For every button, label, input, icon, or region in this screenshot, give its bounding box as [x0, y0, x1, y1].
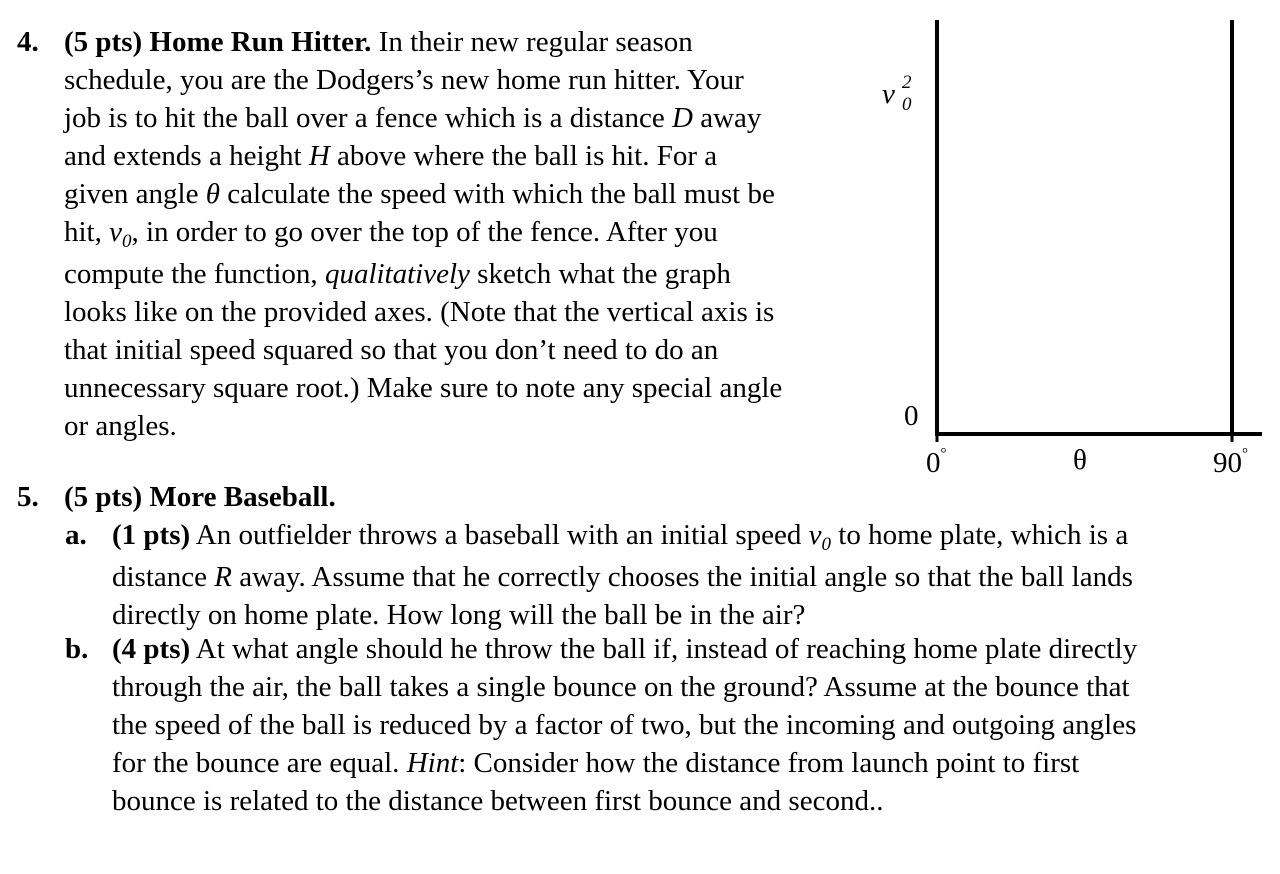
problem-4: [17, 23, 877, 445]
var-R: R: [214, 561, 232, 593]
var-theta: θ: [205, 178, 220, 210]
var-D: D: [672, 102, 693, 134]
var-H: H: [308, 140, 330, 172]
axes-svg: [870, 14, 1270, 484]
problem-5b-points: (4 pts): [112, 633, 191, 665]
y-label-sup: 2: [902, 72, 912, 93]
problem-4-line-8: looks like on the provided axes. (Note that the vertical axis is: [64, 296, 775, 328]
degree-symbol: °: [1242, 446, 1248, 462]
problem-5b-line-5: bounce is related to the distance between first bounce and second..: [112, 785, 884, 817]
problem-4-line-1: (5 pts) Home Run Hitter. In their new regular season: [64, 26, 693, 58]
degree-symbol: °: [940, 446, 947, 462]
y-axis-zero: 0: [904, 400, 919, 432]
problem-5b-body: [112, 630, 1137, 820]
problem-5a-line-3: directly on home plate. How long will the ball be in the air?: [112, 599, 806, 631]
problem-4-line-6: hit, $v_0$, in order to go over the top of the fence. After you: [64, 216, 718, 252]
hint-word: Hint: [406, 747, 459, 779]
problem-4-title: Home Run Hitter.: [149, 26, 372, 58]
problem-4-points: (5 pts): [64, 26, 143, 58]
var-v0: v: [808, 519, 822, 551]
problem-4-line-10: unnecessary square root.) Make sure to note any special angle: [64, 372, 783, 404]
problem-5a-points: (1 pts): [112, 519, 191, 551]
problem-5a-body: [112, 516, 1133, 634]
problem-5b-letter: b.: [65, 633, 89, 665]
problem-4-number: 4.: [17, 26, 39, 58]
y-label-v: v: [882, 78, 895, 110]
problem-5-title: More Baseball.: [149, 481, 336, 513]
problem-5-number: 5.: [17, 481, 39, 513]
problem-4-body: [64, 23, 877, 445]
var-v0-subscript: 0: [122, 231, 132, 252]
var-v0-subscript: 0: [821, 534, 832, 555]
x-axis-end-label: 90°: [1213, 446, 1248, 479]
problem-5a-letter: a.: [65, 519, 87, 551]
problem-5b-line-3: the speed of the ball is reduced by a factor of two, but the incoming and outgoing angles: [112, 709, 1137, 741]
problem-4-line-11: or angles.: [64, 410, 177, 442]
problem-4-line-7: compute the function, qualitatively sketch what the graph: [64, 258, 731, 290]
problem-4-line-2: schedule, you are the Dodgers’s new home run hitter. Your: [64, 64, 744, 96]
x-axis-theta-label: θ: [1073, 444, 1087, 476]
var-v0: v: [109, 216, 122, 248]
problem-4-line-3: job is to hit the ball over a fence which is a distance D away: [64, 102, 762, 134]
problem-5b: [65, 630, 1137, 820]
x-axis-start-label: 0°: [926, 446, 947, 479]
y-axis-label: [882, 72, 912, 115]
problem-4-line-5: given angle θ calculate the speed with which the ball must be: [64, 178, 775, 210]
problem-5b-line-4: for the bounce are equal. Hint: Consider how the distance from launch point to first: [112, 747, 1080, 779]
problem-4-line-9: that initial speed squared so that you don’t need to do an: [64, 334, 719, 366]
sketch-axes: [870, 14, 1270, 484]
problem-5a-line-1: (1 pts) An outfielder throws a baseball with an initial speed $v_0$ to home plate, which is a: [112, 519, 1129, 555]
problem-5a-line-2: distance R away. Assume that he correctly chooses the initial angle so that the ball lands: [112, 561, 1133, 593]
qualitatively-word: qualitatively: [324, 258, 470, 290]
problem-4-line-4: and extends a height H above where the ball is hit. For a: [64, 140, 718, 172]
problem-5b-line-1: (4 pts) At what angle should he throw the ball if, instead of reaching home plate directly: [112, 633, 1138, 665]
y-label-sub: 0: [902, 94, 912, 115]
problem-5b-line-2: through the air, the ball takes a single bounce on the ground? Assume at the bounce that: [112, 671, 1130, 703]
problem-5-points: (5 pts): [64, 481, 143, 513]
problem-5a: [65, 516, 1133, 634]
problem-5-heading: [17, 478, 336, 516]
